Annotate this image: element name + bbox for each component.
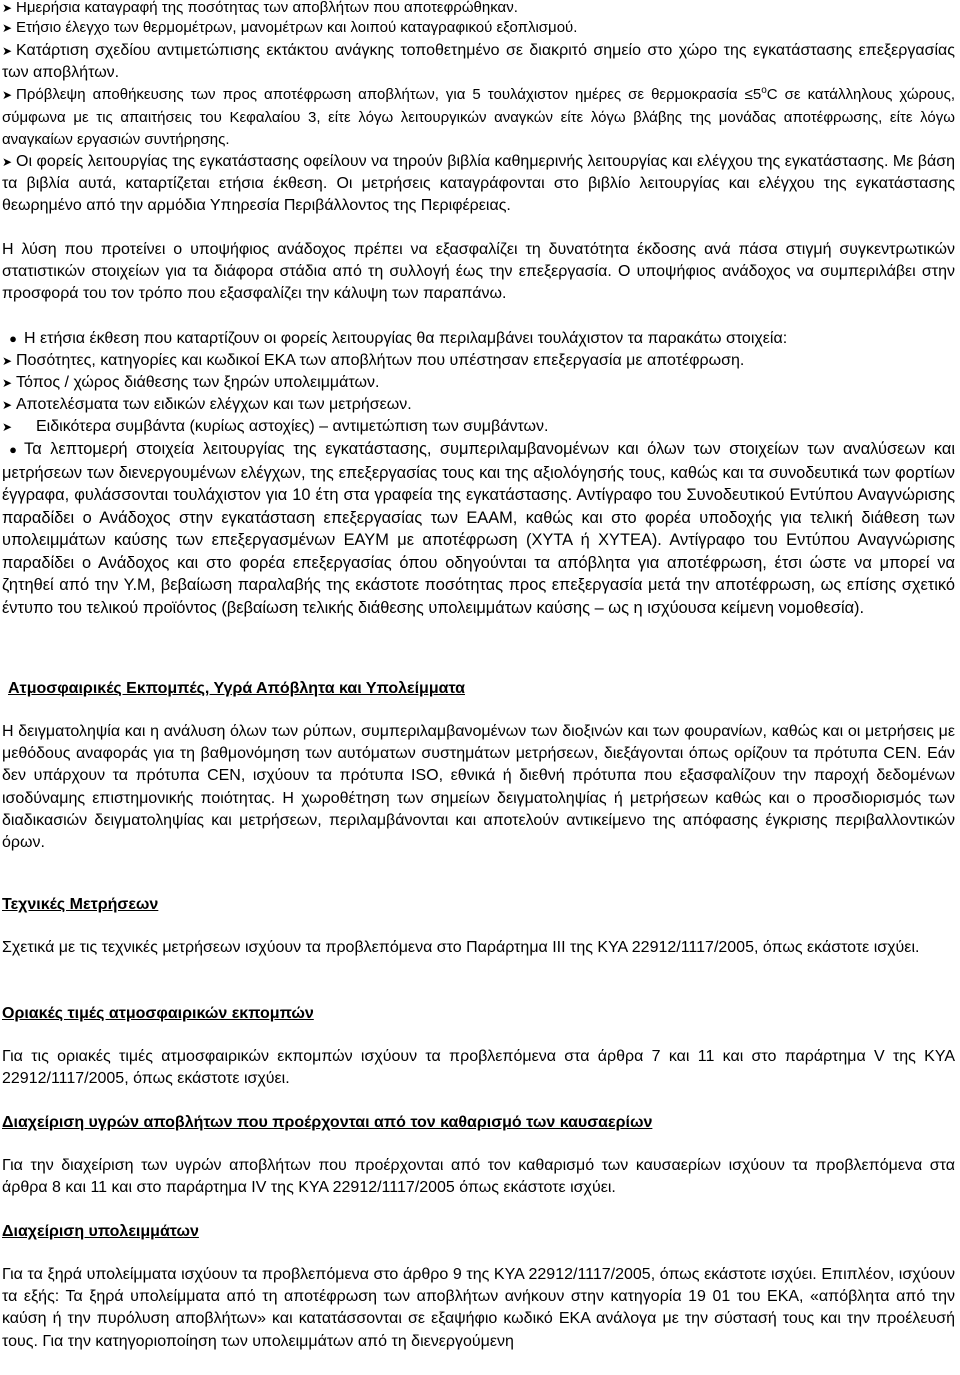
section-body: Για τα ξηρά υπολείμματα ισχύουν τα προβλεπόμενα στο άρθρο 9 της ΚΥΑ 22912/1117/2005, όπως εκάστοτε ισχύει. Επιπλέον, ισχύουν τα εξής: Τα ξηρά υπολείμματα από τη αποτέφρωση των αποβλήτων ανήκουν στην κατηγορία 19 01 του ΕΚΑ, «απόβλητα από την καύση ή την πυρόλυση αποβλήτων» και κατατάσσονται σε εξαψήφιο κωδικό ΕΚΑ ανάλογα με την σύστασή τους και την προέλευσή τους. Για την κατηγοριοποίηση των υπολειμμάτων από τη διενεργούμενη [2,1266,955,1350]
bullet-annual-report: ● Η ετήσια έκθεση που καταρτίζουν οι φορείς λειτουργίας θα περιλαμβάνει τουλάχιστον τα παρακάτω στοιχεία: [2,328,955,350]
section-heading: Οριακές τιμές ατμοσφαιρικών εκπομπών [2,1005,314,1022]
section-heading: Διαχείριση υπολειμμάτων [2,1223,199,1240]
list-item: ➤ Ημερήσια καταγραφή της ποσότητας των αποβλήτων που αποτεφρώθηκαν. [2,0,937,19]
arrow-bullet-icon: ➤ [2,44,13,58]
arrow-bullet-icon: ➤ [2,1,13,15]
arrow-bullet-icon: ➤ [2,398,13,412]
section-body: Η δειγματοληψία και η ανάλυση όλων των ρύπων, συμπεριλαμβανομένων των διοξινών και των φουρανίων, καθώς και οι μετρήσεις με μεθόδους αναφοράς για τη βαθμονόμηση των αυτόματων συστημάτων μετρήσεων, διεξάγονται όπως ορίζουν τα πρότυπα CEN. Εάν δεν υπάρχουν τα πρότυπα CEN, ισχύουν τα πρότυπα ISO, εθνικά ή διεθνή πρότυπα που εξασφαλίζουν την παροχή δεδομένων ισοδύναμης επιστημονικής ποιότητας. Η χωροθέτηση των σημείων δειγματοληψίας ή μετρήσεων καθώς και ο προσδιορισμός των διαδικασιών δειγματοληψίας και μετρήσεων, περιλαμβάνονται και αποτελούν αντικείμενο της απόφασης έγκρισης περιβαλλοντικών όρων. [2,723,955,852]
list-item-operators: ➤ Οι φορείς λειτουργίας της εγκατάστασης οφείλουν να τηρούν βιβλία καθημερινής λειτουργίας και ελέγχου της εγκατάστασης. Με βάση τα βιβλία αυτά, καταρτίζεται ετήσια έκθεση. Οι μετρήσεις καταγράφονται στο βιβλίο λειτουργίας και ελέγχου της εγκατάστασης θεωρημένο από την αρμόδια Υπηρεσία Περιβάλλοντος της Περιφέρειας. [2,153,955,215]
paragraph-solution: Η λύση που προτείνει ο υποψήφιος ανάδοχος πρέπει να εξασφαλίζει τη δυνατότητα έκδοσης ανά πάσα στιγμή συγκεντρωτικών στατιστικών στοιχείων για τα διάφορα στάδια από τη συλλογή έως την επεξεργασία. Ο υποψήφιος ανάδοχος να συμπεριλάβει στην προσφορά του τον τρόπο που εξασφαλίζει την κάλυψη των παραπάνω. [2,241,955,303]
section-body: Για την διαχείριση των υγρών αποβλήτων που προέρχονται από τον καθαρισμό των καυσαερίων ισχύουν τα προβλεπόμενα στα άρθρα 8 και 11 και στο παράρτημα IV της ΚΥΑ 22912/1117/2005 όπως εκάστοτε ισχύει. [2,1157,955,1197]
arrow-bullet-icon: ➤ [2,420,13,434]
list-item: ➤ Ποσότητες, κατηγορίες και κωδικοί ΕΚΑ των αποβλήτων που υπέστησαν επεξεργασία με αποτέφρωση. [2,350,955,372]
section-body: Σχετικά με τις τεχνικές μετρήσεων ισχύουν τα προβλεπόμενα στο Παράρτημα ΙΙΙ της ΚΥΑ 22912/1117/2005, όπως εκάστοτε ισχύει. [2,939,920,956]
section-heading: Τεχνικές Μετρήσεων [2,896,159,913]
arrow-bullet-icon: ➤ [2,376,13,390]
list-item: ➤ Τόπος / χώρος διάθεσης των ξηρών υπολειμμάτων. [2,372,955,394]
list-item: ➤ Ειδικότερα συμβάντα (κυρίως αστοχίες) – αντιμετώπιση των συμβάντων. [2,416,955,438]
round-bullet-icon: ● [9,331,17,346]
arrow-bullet-icon: ➤ [2,88,13,102]
arrow-bullet-icon: ➤ [2,155,13,169]
section-heading: Ατμοσφαιρικές Εκπομπές, Υγρά Απόβλητα και Υπολείμματα [8,680,465,697]
arrow-bullet-icon: ➤ [2,21,13,35]
list-item: ➤ Κατάρτιση σχεδίου αντιμετώπισης εκτάκτου ανάγκης τοποθετημένο σε διακριτό σημείο στο χώρο της εγκατάστασης επεξεργασίας των αποβλήτων. [2,42,955,82]
arrow-bullet-icon: ➤ [2,354,13,368]
list-item: ➤ Αποτελέσματα των ειδικών ελέγχων και των μετρήσεων. [2,394,955,416]
round-bullet-icon: ● [9,442,17,457]
list-item: ➤ Ετήσιο έλεγχο των θερμομέτρων, μανομέτρων και λοιπού καταγραφικού εξοπλισμού. [2,17,937,39]
bullet-operation-details: ● Τα λεπτομερή στοιχεία λειτουργίας της εγκατάστασης, συμπεριλαμβανομένων και όλων των στοιχείων των αναλύσεων και μετρήσεων των διενεργουμένων ελέγχων, της επεξεργασίας τους και της αξιολόγησής τους, καθώς και τα συνοδευτικά των φορτίων έγγραφα, φυλάσσονται τουλάχιστον για 10 έτη στα γραφεία της εγκατάστασης. Αντίγραφο του Συνοδευτικού Εντύπου Αναγνώρισης παραδίδει ο Ανάδοχος στην εγκατάσταση επεξεργασίας των ΕΑΑΜ, καθώς και στο φορέα υποδοχής για τελική διάθεση των υπολειμμάτων καύσης των επεξεργασμένων ΕΑΥΜ με αποτέφρωση (ΧΥΤΑ ή ΧΥΤΕΑ). Αντίγραφο του Εντύπου Αναγνώρισης παραδίδει ο Ανάδοχος και στο φορέα επεξεργασίας όπου οδηγούνται τα απόβλητα για αποτέφρωση, έτσι ώστε να μπορεί να ζητηθεί από την Υ.Μ, βεβαίωση παραλαβής της εκάστοτε ποσότητας προς επεξεργασία μετά την αποτέφρωση, ως επίσης σχετικό έντυπο του τελικού προϊόντος (βεβαίωση τελικής διάθεσης υπολειμμάτων καύσης – ως η ισχύουσα κείμενη νομοθεσία). [2,440,955,617]
section-body: Για τις οριακές τιμές ατμοσφαιρικών εκπομπών ισχύουν τα προβλεπόμενα στα άρθρα 7 και 11 και στο παράρτημα V της ΚΥΑ 22912/1117/2005, όπως εκάστοτε ισχύει. [2,1048,955,1088]
section-heading: Διαχείριση υγρών αποβλήτων που προέρχονται από τον καθαρισμό των καυσαερίων [2,1114,653,1131]
list-item-storage: ➤ Πρόβλεψη αποθήκευσης των προς αποτέφρωση αποβλήτων, για 5 τουλάχιστον ημέρες σε $\theta\varepsilon\rho\mu o\kappa\rho\alpha\sigma ί\alpha \le 5^oC$ σε κατάλληλους χώρους, σύμφωνα με τις απαιτήσεις του Κεφαλαίου 3, είτε λόγω λειτουργικών αναγκών είτε λόγω βλάβης της μονάδας αποτέφρωσης, είτε λόγω αναγκαίων εργασιών συντήρησης. [2,85,955,148]
